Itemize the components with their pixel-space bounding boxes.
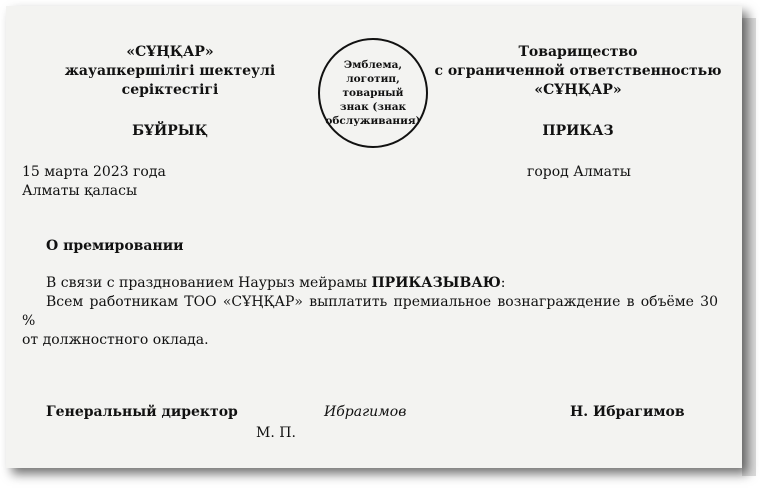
stamp-place: М. П.	[256, 425, 296, 441]
company-name-kz: «СҰҢҚАР»	[126, 44, 214, 60]
document-sheet	[6, 6, 742, 468]
place-kz: Алматы қаласы	[22, 183, 138, 199]
body-colon: :	[500, 275, 506, 291]
body-intro-line	[22, 274, 718, 293]
order-body	[22, 274, 718, 350]
header-kazakh	[52, 43, 288, 100]
place-ru: город Алматы	[527, 164, 631, 180]
signer-name: Н. Ибрагимов	[570, 404, 685, 420]
emblem-text-line: Эмблема,	[343, 59, 403, 71]
emblem-placeholder	[318, 38, 428, 148]
legal-form-kz-line1: жауапкершілігі шектеулі	[64, 63, 276, 79]
doc-type-ru: ПРИКАЗ	[542, 123, 614, 139]
signer-position: Генеральный директор	[46, 404, 238, 420]
emblem-text-line: логотип,	[346, 73, 400, 85]
legal-form-kz-line2: серіктестігі	[121, 82, 219, 98]
emblem-text-line: товарный	[342, 87, 404, 99]
order-subject: О премировании	[46, 238, 184, 254]
body-line-2: Всем работникам ТОО «СҰҢҚАР» выплатить премиальное вознаграждение в объёме 30 %	[22, 294, 718, 329]
legal-form-ru-line1: Товарищество	[518, 44, 638, 60]
company-name-ru: «СҰҢҚАР»	[534, 82, 622, 98]
emblem-text-line: обслуживания)	[325, 115, 421, 127]
header-russian	[432, 43, 724, 100]
order-word: ПРИКАЗЫВАЮ	[371, 275, 501, 291]
body-intro: В связи с празднованием Наурыз мейрамы	[46, 275, 372, 291]
emblem-text-line: знак (знак	[339, 101, 407, 113]
order-date: 15 марта 2023 года	[22, 164, 166, 180]
handwritten-signature: Ибрагимов	[324, 404, 407, 420]
body-line-3: от должностного оклада.	[22, 332, 209, 348]
legal-form-ru-line2: с ограниченной ответственностью	[434, 63, 722, 79]
doc-type-kz: БҰЙРЫҚ	[132, 123, 208, 139]
